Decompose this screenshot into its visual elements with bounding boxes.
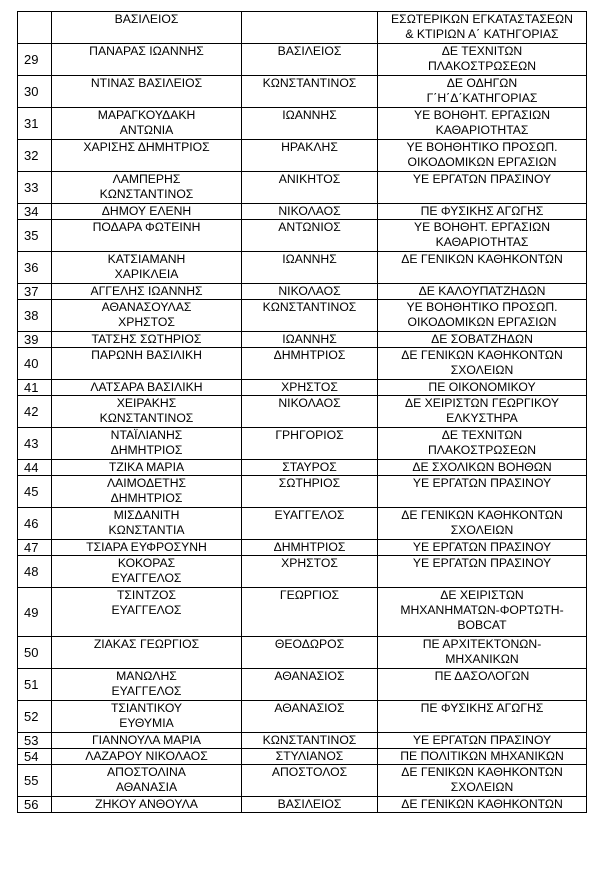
name-cell: ΝΤΙΝΑΣ ΒΑΣΙΛΕΙΟΣ (52, 76, 242, 108)
name-cell: ΜΙΣΔΑΝΙΤΗ ΚΩΝΣΤΑΝΤΙΑ (52, 508, 242, 540)
father-name-cell: ΑΘΑΝΑΣΙΟΣ (242, 701, 378, 733)
father-name-cell: ΣΤΥΛΙΑΝΟΣ (242, 749, 378, 765)
name-cell: ΜΑΝΩΛΗΣ ΕΥΑΓΓΕΛΟΣ (52, 669, 242, 701)
row-number-cell: 43 (18, 428, 52, 460)
name-cell: ΖΙΑΚΑΣ ΓΕΩΡΓΙΟΣ (52, 637, 242, 669)
table-row (18, 556, 587, 588)
father-name-cell (242, 12, 378, 44)
row-number-cell: 42 (18, 396, 52, 428)
specialty-cell: ΥΕ ΒΟΗΘΗΤ. ΕΡΓΑΣΙΩΝ ΚΑΘΑΡΙΟΤΗΤΑΣ (378, 108, 587, 140)
personnel-table (17, 11, 587, 813)
table-row (18, 540, 587, 556)
name-cell: ΓΙΑΝΝΟΥΛΑ ΜΑΡΙΑ (52, 733, 242, 749)
row-number-cell: 46 (18, 508, 52, 540)
specialty-cell: ΔΕ ΤΕΧΝΙΤΩΝ ΠΛΑΚΟΣΤΡΩΣΕΩΝ (378, 44, 587, 76)
specialty-cell: ΕΣΩΤΕΡΙΚΩΝ ΕΓΚΑΤΑΣΤΑΣΕΩΝ & ΚΤΙΡΙΩΝ Α΄ ΚΑΤΗΓΟΡΙΑΣ (378, 12, 587, 44)
father-name-cell: ΚΩΝΣΤΑΝΤΙΝΟΣ (242, 733, 378, 749)
name-cell: ΚΑΤΣΙΑΜΑΝΗ ΧΑΡΙΚΛΕΙΑ (52, 252, 242, 284)
specialty-cell: ΔΕ ΚΑΛΟΥΠΑΤΖΗΔΩΝ (378, 284, 587, 300)
name-cell: ΧΑΡΙΣΗΣ ΔΗΜΗΤΡΙΟΣ (52, 140, 242, 172)
table-row (18, 220, 587, 252)
table-row (18, 252, 587, 284)
row-number-cell: 49 (18, 588, 52, 637)
table-row (18, 637, 587, 669)
table-row (18, 108, 587, 140)
table-row (18, 749, 587, 765)
specialty-cell: ΠΕ ΦΥΣΙΚΗΣ ΑΓΩΓΗΣ (378, 204, 587, 220)
name-cell: ΤΣΙΝΤΖΟΣ ΕΥΑΓΓΕΛΟΣ (52, 588, 242, 637)
specialty-cell: ΔΕ ΧΕΙΡΙΣΤΩΝ ΓΕΩΡΓΙΚΟΥ ΕΛΚΥΣΤΗΡΑ (378, 396, 587, 428)
name-cell: ΤΣΙΑΝΤΙΚΟΥ ΕΥΘΥΜΙΑ (52, 701, 242, 733)
specialty-cell: ΠΕ ΦΥΣΙΚΗΣ ΑΓΩΓΗΣ (378, 701, 587, 733)
name-cell: ΧΕΙΡΑΚΗΣ ΚΩΝΣΤΑΝΤΙΝΟΣ (52, 396, 242, 428)
row-number-cell: 29 (18, 44, 52, 76)
name-cell: ΑΘΑΝΑΣΟΥΛΑΣ ΧΡΗΣΤΟΣ (52, 300, 242, 332)
specialty-cell: ΔΕ ΓΕΝΙΚΩΝ ΚΑΘΗΚΟΝΤΩΝ (378, 252, 587, 284)
table-row (18, 765, 587, 797)
table-row (18, 204, 587, 220)
row-number-cell: 31 (18, 108, 52, 140)
name-cell: ΤΣΙΑΡΑ ΕΥΦΡΟΣΥΝΗ (52, 540, 242, 556)
father-name-cell: ΓΡΗΓΟΡΙΟΣ (242, 428, 378, 460)
table-row (18, 797, 587, 813)
table-row (18, 12, 587, 44)
specialty-cell: ΔΕ ΓΕΝΙΚΩΝ ΚΑΘΗΚΟΝΤΩΝ ΣΧΟΛΕΙΩΝ (378, 765, 587, 797)
row-number-cell: 41 (18, 380, 52, 396)
father-name-cell: ΑΝΤΩΝΙΟΣ (242, 220, 378, 252)
row-number-cell: 34 (18, 204, 52, 220)
table-row (18, 460, 587, 476)
table-row (18, 348, 587, 380)
name-cell: ΛΑΤΣΑΡΑ ΒΑΣΙΛΙΚΗ (52, 380, 242, 396)
row-number-cell: 36 (18, 252, 52, 284)
father-name-cell: ΚΩΝΣΤΑΝΤΙΝΟΣ (242, 76, 378, 108)
row-number-cell: 40 (18, 348, 52, 380)
table-row (18, 380, 587, 396)
father-name-cell: ΔΗΜΗΤΡΙΟΣ (242, 540, 378, 556)
name-cell: ΚΟΚΟΡΑΣ ΕΥΑΓΓΕΛΟΣ (52, 556, 242, 588)
row-number-cell: 37 (18, 284, 52, 300)
specialty-cell: ΥΕ ΕΡΓΑΤΩΝ ΠΡΑΣΙΝΟΥ (378, 556, 587, 588)
specialty-cell: ΥΕ ΒΟΗΘΗΤΙΚΟ ΠΡΟΣΩΠ. ΟΙΚΟΔΟΜΙΚΩΝ ΕΡΓΑΣΙΩΝ (378, 300, 587, 332)
father-name-cell: ΒΑΣΙΛΕΙΟΣ (242, 44, 378, 76)
table-row (18, 701, 587, 733)
specialty-cell: ΔΕ ΟΔΗΓΩΝ Γ΄Η΄Δ΄ΚΑΤΗΓΟΡΙΑΣ (378, 76, 587, 108)
father-name-cell: ΑΝΙΚΗΤΟΣ (242, 172, 378, 204)
specialty-cell: ΥΕ ΒΟΗΘΗΤ. ΕΡΓΑΣΙΩΝ ΚΑΘΑΡΙΟΤΗΤΑΣ (378, 220, 587, 252)
specialty-cell: ΠΕ ΔΑΣΟΛΟΓΩΝ (378, 669, 587, 701)
father-name-cell: ΑΠΟΣΤΟΛΟΣ (242, 765, 378, 797)
row-number-cell: 55 (18, 765, 52, 797)
father-name-cell: ΧΡΗΣΤΟΣ (242, 556, 378, 588)
specialty-cell: ΠΕ ΠΟΛΙΤΙΚΩΝ ΜΗΧΑΝΙΚΩΝ (378, 749, 587, 765)
father-name-cell: ΒΑΣΙΛΕΙΟΣ (242, 797, 378, 813)
row-number-cell: 39 (18, 332, 52, 348)
father-name-cell: ΝΙΚΟΛΑΟΣ (242, 204, 378, 220)
row-number-cell (18, 12, 52, 44)
table-row (18, 44, 587, 76)
specialty-cell: ΔΕ ΤΕΧΝΙΤΩΝ ΠΛΑΚΟΣΤΡΩΣΕΩΝ (378, 428, 587, 460)
table-row (18, 76, 587, 108)
specialty-cell: ΥΕ ΕΡΓΑΤΩΝ ΠΡΑΣΙΝΟΥ (378, 476, 587, 508)
specialty-cell: ΠΕ ΟΙΚΟΝΟΜΙΚΟΥ (378, 380, 587, 396)
father-name-cell: ΙΩΑΝΝΗΣ (242, 332, 378, 348)
table-row (18, 284, 587, 300)
specialty-cell: ΔΕ ΧΕΙΡΙΣΤΩΝ ΜΗΧΑΝΗΜΑΤΩΝ-ΦΟΡΤΩΤΗ- BOBCAT (378, 588, 587, 637)
name-cell: ΝΤΑΪΛΙΑΝΗΣ ΔΗΜΗΤΡΙΟΣ (52, 428, 242, 460)
name-cell: ΔΗΜΟΥ ΕΛΕΝΗ (52, 204, 242, 220)
name-cell: ΠΟΔΑΡΑ ΦΩΤΕΙΝΗ (52, 220, 242, 252)
table-row (18, 172, 587, 204)
specialty-cell: ΔΕ ΣΧΟΛΙΚΩΝ ΒΟΗΘΩΝ (378, 460, 587, 476)
table-row (18, 332, 587, 348)
father-name-cell: ΓΕΩΡΓΙΟΣ (242, 588, 378, 637)
father-name-cell: ΙΩΑΝΝΗΣ (242, 252, 378, 284)
table-body (18, 12, 587, 813)
table-row (18, 476, 587, 508)
table-row (18, 396, 587, 428)
name-cell: ΤΑΤΣΗΣ ΣΩΤΗΡΙΟΣ (52, 332, 242, 348)
row-number-cell: 52 (18, 701, 52, 733)
father-name-cell: ΙΩΑΝΝΗΣ (242, 108, 378, 140)
row-number-cell: 53 (18, 733, 52, 749)
name-cell: ΜΑΡΑΓΚΟΥΔΑΚΗ ΑΝΤΩΝΙΑ (52, 108, 242, 140)
table-row (18, 300, 587, 332)
row-number-cell: 54 (18, 749, 52, 765)
name-cell: ΛΑΖΑΡΟΥ ΝΙΚΟΛΑΟΣ (52, 749, 242, 765)
father-name-cell: ΕΥΑΓΓΕΛΟΣ (242, 508, 378, 540)
specialty-cell: ΥΕ ΕΡΓΑΤΩΝ ΠΡΑΣΙΝΟΥ (378, 733, 587, 749)
name-cell: ΠΑΝΑΡΑΣ ΙΩΑΝΝΗΣ (52, 44, 242, 76)
row-number-cell: 33 (18, 172, 52, 204)
specialty-cell: ΠΕ ΑΡΧΙΤΕΚΤΟΝΩΝ- ΜΗΧΑΝΙΚΩΝ (378, 637, 587, 669)
row-number-cell: 44 (18, 460, 52, 476)
row-number-cell: 48 (18, 556, 52, 588)
father-name-cell: ΔΗΜΗΤΡΙΟΣ (242, 348, 378, 380)
table-row (18, 508, 587, 540)
table-row (18, 588, 587, 637)
row-number-cell: 32 (18, 140, 52, 172)
father-name-cell: ΑΘΑΝΑΣΙΟΣ (242, 669, 378, 701)
name-cell: ΒΑΣΙΛΕΙΟΣ (52, 12, 242, 44)
specialty-cell: ΔΕ ΣΟΒΑΤΖΗΔΩΝ (378, 332, 587, 348)
table-row (18, 140, 587, 172)
father-name-cell: ΘΕΟΔΩΡΟΣ (242, 637, 378, 669)
row-number-cell: 47 (18, 540, 52, 556)
row-number-cell: 50 (18, 637, 52, 669)
father-name-cell: ΚΩΝΣΤΑΝΤΙΝΟΣ (242, 300, 378, 332)
father-name-cell: ΝΙΚΟΛΑΟΣ (242, 284, 378, 300)
table-row (18, 428, 587, 460)
row-number-cell: 35 (18, 220, 52, 252)
name-cell: ΛΑΙΜΟΔΕΤΗΣ ΔΗΜΗΤΡΙΟΣ (52, 476, 242, 508)
row-number-cell: 38 (18, 300, 52, 332)
table-row (18, 733, 587, 749)
father-name-cell: ΣΩΤΗΡΙΟΣ (242, 476, 378, 508)
name-cell: ΤΖΙΚΑ ΜΑΡΙΑ (52, 460, 242, 476)
row-number-cell: 51 (18, 669, 52, 701)
specialty-cell: ΔΕ ΓΕΝΙΚΩΝ ΚΑΘΗΚΟΝΤΩΝ ΣΧΟΛΕΙΩΝ (378, 348, 587, 380)
name-cell: ΑΓΓΕΛΗΣ ΙΩΑΝΝΗΣ (52, 284, 242, 300)
father-name-cell: ΣΤΑΥΡΟΣ (242, 460, 378, 476)
name-cell: ΛΑΜΠΕΡΗΣ ΚΩΝΣΤΑΝΤΙΝΟΣ (52, 172, 242, 204)
name-cell: ΑΠΟΣΤΟΛΙΝΑ ΑΘΑΝΑΣΙΑ (52, 765, 242, 797)
row-number-cell: 56 (18, 797, 52, 813)
table-row (18, 669, 587, 701)
father-name-cell: ΗΡΑΚΛΗΣ (242, 140, 378, 172)
row-number-cell: 30 (18, 76, 52, 108)
specialty-cell: ΔΕ ΓΕΝΙΚΩΝ ΚΑΘΗΚΟΝΤΩΝ ΣΧΟΛΕΙΩΝ (378, 508, 587, 540)
name-cell: ΖΗΚΟΥ ΑΝΘΟΥΛΑ (52, 797, 242, 813)
father-name-cell: ΧΡΗΣΤΟΣ (242, 380, 378, 396)
name-cell: ΠΑΡΩΝΗ ΒΑΣΙΛΙΚΗ (52, 348, 242, 380)
specialty-cell: ΥΕ ΒΟΗΘΗΤΙΚΟ ΠΡΟΣΩΠ. ΟΙΚΟΔΟΜΙΚΩΝ ΕΡΓΑΣΙΩΝ (378, 140, 587, 172)
row-number-cell: 45 (18, 476, 52, 508)
specialty-cell: ΔΕ ΓΕΝΙΚΩΝ ΚΑΘΗΚΟΝΤΩΝ (378, 797, 587, 813)
specialty-cell: ΥΕ ΕΡΓΑΤΩΝ ΠΡΑΣΙΝΟΥ (378, 172, 587, 204)
father-name-cell: ΝΙΚΟΛΑΟΣ (242, 396, 378, 428)
specialty-cell: ΥΕ ΕΡΓΑΤΩΝ ΠΡΑΣΙΝΟΥ (378, 540, 587, 556)
